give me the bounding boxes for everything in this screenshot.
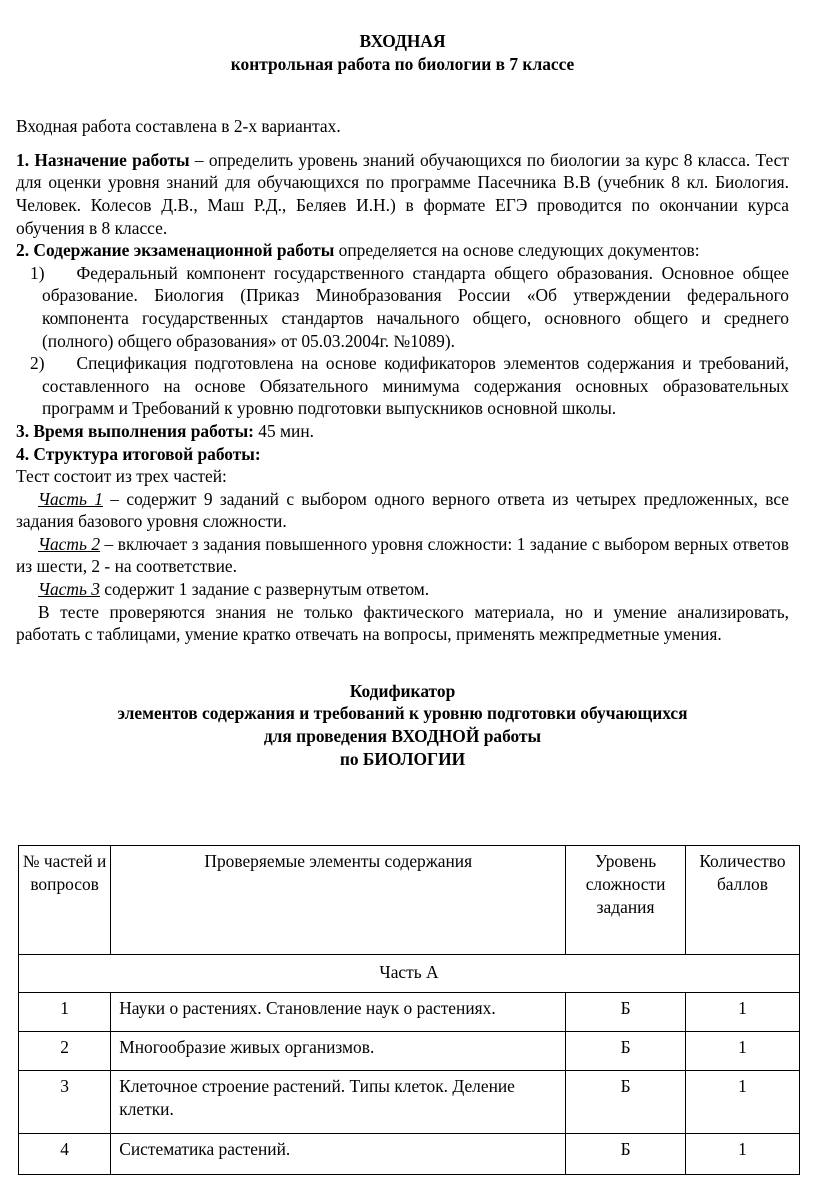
- codifier-title: Кодификатор: [349, 680, 456, 701]
- part-text: – содержит 9 заданий с выбором одного верного ответа из четырех предложенных, все задания базового уровня сложности.: [16, 488, 789, 532]
- document-page: [16, 30, 789, 770]
- part-a-label: Часть А: [19, 955, 800, 993]
- header-content: Проверяемые элементы содержания: [111, 846, 566, 955]
- part-description: [16, 578, 789, 601]
- part-text: – включает з задания повышенного уровня сложности: 1 задание с выбором верных ответов из шести, 2 - на соответствие.: [16, 533, 789, 577]
- table-part-row: [19, 955, 800, 993]
- codifier-subtitle-3: по БИОЛОГИИ: [339, 748, 466, 769]
- section-2-text: определяется на основе следующих документов:: [334, 240, 700, 261]
- part-label: Часть 3: [38, 579, 100, 600]
- codifier-subtitle-1: элементов содержания и требований к уровню подготовки обучающихся: [117, 703, 688, 724]
- list-item-number: 1): [30, 262, 45, 283]
- part-description: [16, 533, 789, 578]
- section-1: [16, 149, 789, 239]
- row-number: 2: [19, 1032, 111, 1071]
- list-item-number: 2): [30, 353, 45, 374]
- row-level: Б: [566, 1134, 686, 1175]
- row-level: Б: [566, 993, 686, 1032]
- section-2: [16, 239, 789, 262]
- codifier-table: [18, 845, 800, 1175]
- section-4-intro: Тест состоит из трех частей:: [16, 466, 227, 487]
- row-points: 1: [685, 1134, 799, 1175]
- table-row: [19, 1032, 800, 1071]
- part-description: [16, 488, 789, 533]
- list-item-text: Федеральный компонент государственного стандарта общего образования. Основное общее образование. Биология (Приказ Минобразования России «Об утверждении федерального компонента государственных стандартов начального общего, основного общего и среднего (полного) общего образования» от 05.03.2004г. №1089).: [42, 262, 789, 351]
- section-1-text: – определить уровень знаний обучающихся по биологии за курс 8 класса. Тест для оценки уровня знаний для обучающихся по программе Пасечника В.В (учебник 8 кл. Биология. Человек. Колесов Д.В., Маш Р.Д., Беляев И.Н.) в формате ЕГЭ проводится по окончании курса обучения в 8 классе.: [16, 149, 789, 238]
- list-item: [16, 352, 789, 420]
- table-row: [19, 993, 800, 1032]
- row-content: Систематика растений.: [111, 1134, 566, 1175]
- header-part-number: № частей и вопросов: [19, 846, 111, 955]
- row-points: 1: [685, 1071, 799, 1134]
- document-title: ВХОДНАЯ: [359, 31, 446, 51]
- row-points: 1: [685, 993, 799, 1032]
- part-label: Часть 2: [38, 533, 101, 554]
- section-1-heading: 1. Назначение работы: [16, 149, 190, 170]
- header-level: Уровень сложности задания: [566, 846, 686, 955]
- row-content: Науки о растениях. Становление наук о растениях.: [111, 993, 566, 1032]
- intro-text: Входная работа составлена в 2-х вариантах.: [16, 116, 341, 137]
- list-item: [16, 262, 789, 352]
- row-content: Клеточное строение растений. Типы клеток. Деление клетки.: [111, 1071, 566, 1134]
- codifier-subtitle-2: для проведения ВХОДНОЙ работы: [263, 726, 542, 747]
- table-header-row: [19, 846, 800, 955]
- row-number: 1: [19, 993, 111, 1032]
- header-points: Количество баллов: [685, 846, 799, 955]
- section-3-heading: 3. Время выполнения работы:: [16, 420, 254, 441]
- table-row: [19, 1071, 800, 1134]
- row-level: Б: [566, 1071, 686, 1134]
- row-number: 3: [19, 1071, 111, 1134]
- document-subtitle: контрольная работа по биологии в 7 классе: [230, 53, 575, 74]
- row-points: 1: [685, 1032, 799, 1071]
- table-row: [19, 1134, 800, 1175]
- section-3-text: 45 мин.: [253, 420, 315, 441]
- section-4-closing: В тесте проверяются знания не только фактического материала, но и умение анализировать, работать с таблицами, умение кратко отвечать на вопросы, применять межпредметные умения.: [16, 601, 789, 645]
- row-number: 4: [19, 1134, 111, 1175]
- section-3: [16, 420, 789, 443]
- section-4-heading: 4. Структура итоговой работы:: [16, 443, 261, 464]
- row-content: Многообразие живых организмов.: [111, 1032, 566, 1071]
- section-2-heading: 2. Содержание экзаменационной работы: [16, 240, 335, 261]
- list-item-text: Спецификация подготовлена на основе кодификаторов элементов содержания и требований, составленного на основе Обязательного минимума содержания основных образовательных программ и Требований к уровню подготовки выпускников основной школы.: [42, 353, 789, 419]
- part-text: содержит 1 задание с развернутым ответом.: [99, 579, 430, 600]
- part-label: Часть 1: [38, 488, 103, 509]
- codifier-heading: [16, 680, 789, 770]
- row-level: Б: [566, 1032, 686, 1071]
